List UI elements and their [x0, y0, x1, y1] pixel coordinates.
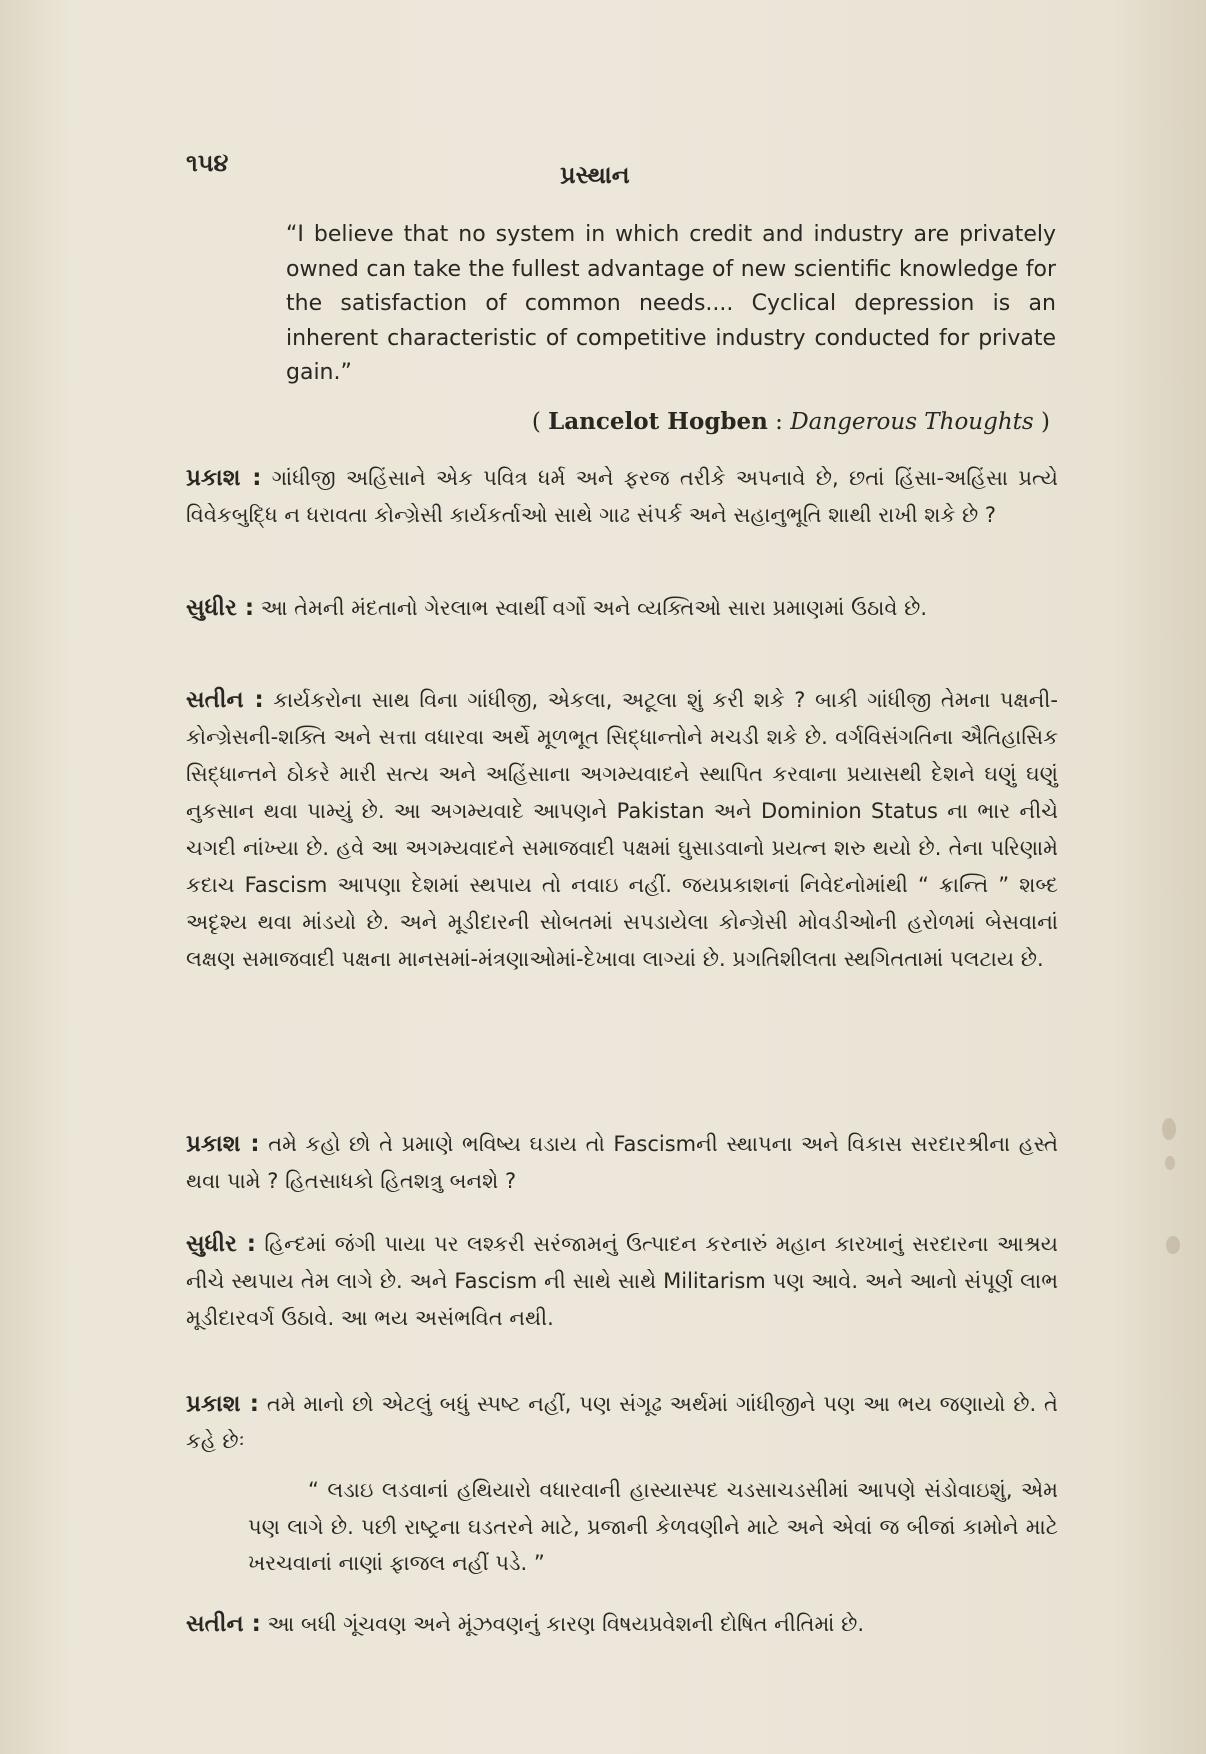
source-close-paren: ) — [1033, 409, 1050, 435]
page-number: ૧૫૪ — [186, 148, 229, 177]
dialogue-entry — [186, 682, 1058, 978]
epigraph-source — [510, 408, 1050, 435]
speaker-name: સતીન : — [186, 1611, 261, 1637]
speaker-name: પ્રકાશ : — [186, 1131, 260, 1157]
paper-stain — [1165, 1156, 1175, 1170]
speech-text: કાર્યકરોના સાથ વિના ગાંધીજી, એકલા, અટૂલા શું કરી શકે ? બાકી ગાંધીજી તેમના પક્ષની-કોન્ગ્રેસની-શક્તિ અને સત્તા વધારવા અર્થે મૂળભૂત સિદ્ધાન્તોને મચડી શકે છે. વર્ગવિસંગતિના ઐતિહાસિક સિદ્ધાન્તને ઠોકરે મારી સત્ય અને અહિંસાના અગમ્યવાદને સ્થાપિત કરવાના પ્રયાસથી દેશને ઘણું ઘણું નુકસાન થવા પામ્યું છે. આ અગમ્યવાદે આપણને Pakistan અને Dominion Status ના ભાર નીચે ચગદી નાંખ્યા છે. હવે આ અગમ્યવાદને સમાજવાદી પક્ષમાં ઘુસાડવાનો પ્રયત્ન શરુ થયો છે. તેના પરિણામે કદાચ Fascism આપણા દેશમાં સ્થપાય તો નવાઇ નહીં. જયપ્રકાશનાં નિવેદનોમાંથી “ ક્રાન્તિ ” શબ્દ અદૃશ્ય થવા માંડયો છે. અને મૂડીદારની સોબતમાં સપડાયેલા કોન્ગ્રેસી મોવડીઓની હરોળમાં બેસવાનાં લક્ષણ સમાજવાદી પક્ષના માનસમાં-મંત્રણાઓમાં-દેખાવા લાગ્યાં છે. પ્રગતિશીલતા સ્થગિતતામાં પલટાય છે. — [186, 688, 1058, 971]
paper-stain — [1166, 1236, 1180, 1254]
source-separator: : — [767, 409, 791, 435]
speech-text: તમે કહો છો તે પ્રમાણે ભવિષ્ય ઘડાય તો Fascismની સ્થાપના અને વિકાસ સરદારશ્રીના હસ્તે થવા પામે ? હિતસાધકો હિતશત્રુ બનશે ? — [186, 1132, 1058, 1193]
speech-text: ગાંધીજી અહિંસાને એક પવિત્ર ધર્મ અને ફરજ તરીકે અપનાવે છે, છતાં હિંસા-અહિંસા પ્રત્યે વિવેકબુદ્ધિ ન ધરાવતા કોન્ગ્રેસી કાર્યકર્તાઓ સાથે ગાઢ સંપર્ક અને સહાનુભૂતિ શાથી રાખી શકે છે ? — [186, 466, 1058, 527]
epigraph-quote: “I believe that no system in which credit and industry are privately owned can take the fullest advantage of new scientific knowledge for the satisfaction of common needs.... Cyclical depression is an inherent characteristic of competitive industry conducted for private gain.” — [286, 222, 1056, 385]
dialogue-entry — [186, 460, 1058, 534]
speaker-name: સુધીર : — [186, 595, 255, 621]
gandhi-quote-block — [186, 1472, 1058, 1582]
running-head: પ્રસ્થાન — [560, 160, 630, 189]
gandhi-quote: “ લડાઇ લડવાનાં હથિયારો વધારવાની હાસ્યાસ્પદ ચડસાચડસીમાં આપણે સંડોવાઇશું, એમ પણ લાગે છે. પછી રાષ્ટ્રના ઘડતરને માટે, પ્રજાની કેળવણીને માટે અને એવાં જ બીજાં કામોને માટે ખરચવાનાં નાણાં ફાજલ નહીં પડે. ” — [248, 1478, 1058, 1575]
dialogue-entry — [186, 590, 1058, 627]
dialogue-entry — [186, 1126, 1058, 1200]
dialogue-entry — [186, 1226, 1058, 1337]
speaker-name: પ્રકાશ : — [186, 1391, 259, 1417]
speaker-name: પ્રકાશ : — [186, 465, 262, 491]
speaker-name: સુધીર : — [186, 1231, 256, 1257]
speech-text: હિન્દમાં જંગી પાયા પર લશ્કરી સરંજામનું ઉત્પાદન કરનારું મહાન કારખાનું સરદારના આશ્રય નીચે સ્થપાય તેમ લાગે છે. અને Fascism ની સાથે સાથે Militarism પણ આવે. અને આનો સંપૂર્ણ લાભ મૂડીદારવર્ગ ઉઠાવે. આ ભય અસંભવિત નથી. — [186, 1232, 1058, 1330]
source-author: Lancelot Hogben — [548, 408, 768, 435]
dialogue-entry — [186, 1386, 1058, 1460]
speech-text: આ બધી ગૂંચવણ અને મૂંઝવણનું કારણ વિષયપ્રવેશની દોષિત નીતિમાં છે. — [267, 1612, 865, 1636]
speaker-name: સતીન : — [186, 687, 264, 713]
source-work: Dangerous Thoughts — [790, 409, 1034, 435]
dialogue-entry — [186, 1606, 1058, 1643]
speech-text: આ તેમની મંદતાનો ગેરલાભ સ્વાર્થી વર્ગો અને વ્યક્તિઓ સારા પ્રમાણમાં ઉઠાવે છે. — [260, 596, 928, 620]
source-open-paren: ( — [531, 409, 549, 435]
speech-text: તમે માનો છો એટલું બધું સ્પષ્ટ નહીં, પણ સંગૂઢ અર્થમાં ગાંધીજીને પણ આ ભય જણાયો છે. તે કહે છેઃ — [186, 1392, 1058, 1453]
paper-stain — [1162, 1118, 1176, 1140]
